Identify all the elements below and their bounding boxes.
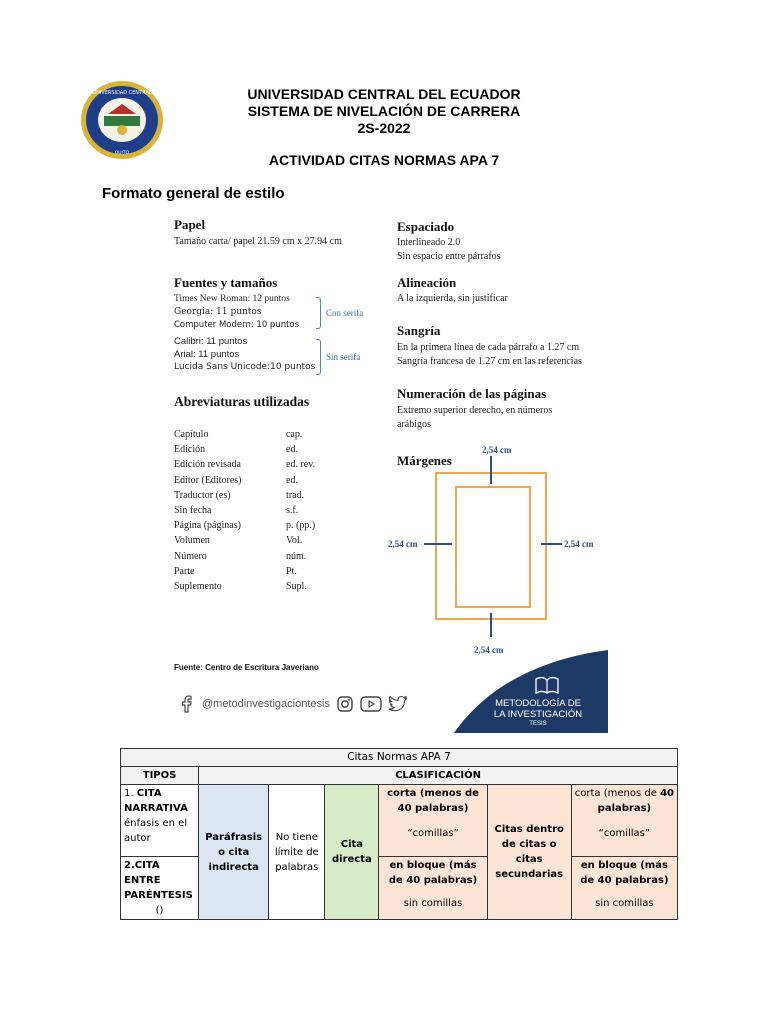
margin-right-label: 2,54 cm — [564, 539, 594, 549]
parafrasis-cell: Paráfrasis o cita indirecta — [199, 785, 269, 920]
header-program: SISTEMA DE NIVELACIÓN DE CARRERA — [247, 103, 521, 119]
sin-limite-cell: No tiene límite de palabras — [269, 785, 325, 920]
numeracion-title: Numeración de las páginas — [397, 386, 547, 401]
font-item: Arial: 11 puntos — [174, 349, 240, 360]
book-icon — [534, 675, 560, 695]
facebook-icon — [178, 695, 196, 713]
serif-label: Con serifa — [326, 308, 364, 318]
bloque-b-text: en bloque (más de 40 palabras) — [580, 860, 669, 886]
abbreviation-term: Capítulo — [174, 429, 209, 440]
tipos-header: TIPOS — [121, 767, 199, 785]
abbreviation-row — [174, 518, 316, 533]
abbreviation-short: Vol. — [286, 535, 303, 547]
font-item: Georgia: 11 puntos — [174, 307, 262, 317]
brand-line1: METODOLOGÍA DE — [495, 698, 581, 709]
cita-corta-b-cell — [571, 785, 677, 857]
bloque-a-text: en bloque (más de 40 palabras) — [388, 860, 478, 886]
cita-corta-a-cell — [379, 785, 487, 857]
corta-b-bold: 40 palabras) — [597, 788, 674, 814]
comillas-a-text: “comillas” — [407, 828, 459, 839]
abbreviation-row — [174, 427, 303, 442]
corta-a-text: corta (menos de 40 palabras) — [387, 788, 479, 814]
activity-title: ACTIVIDAD CITAS NORMAS APA 7 — [268, 152, 500, 168]
espaciado-title: Espaciado — [397, 219, 455, 234]
clasificacion-header: CLASIFICACIÓN — [199, 767, 678, 785]
sin-comillas-b-text: sin comillas — [595, 898, 654, 909]
sangria-line1: En la primera línea de cada párrafo a 1.27 cm — [397, 342, 580, 353]
espaciado-line1: Interlineado 2.0 — [397, 237, 461, 248]
cita-directa-cell: Cita directa — [325, 785, 379, 920]
tipo-narrativa-cell — [121, 785, 199, 857]
abbreviation-row — [174, 564, 297, 579]
apa-style-infographic — [164, 203, 608, 733]
abbreviation-short: Pt. — [286, 565, 297, 577]
sangria-line2: Sangría francesa de 1.27 cm en las referencias — [397, 356, 582, 367]
header-university: UNIVERSIDAD CENTRAL DEL ECUADOR — [247, 86, 521, 102]
tipo2-label: 2.CITA ENTRE PARÉNTESIS — [124, 860, 193, 901]
sans-brace — [316, 339, 321, 375]
table-title: Citas Normas APA 7 — [121, 749, 678, 767]
abbreviation-term: Volumen — [174, 535, 210, 547]
abbreviation-row — [174, 473, 298, 488]
tipo2-text: () — [155, 905, 164, 916]
abbreviation-row — [174, 549, 307, 564]
abbreviation-row — [174, 579, 307, 594]
margin-top-label: 2,54 cm — [482, 445, 512, 455]
svg-text:QUITO: QUITO — [114, 151, 130, 156]
instagram-icon — [336, 695, 354, 713]
abbreviation-row — [174, 488, 305, 503]
font-item: Calibri: 11 puntos — [174, 336, 248, 347]
papel-text: Tamaño carta/ papel 21.59 cm x 27.94 cm — [174, 236, 342, 247]
font-item: Computer Modern: 10 puntos — [174, 320, 300, 330]
abbreviation-short: trad. — [286, 489, 305, 501]
social-bar — [178, 695, 408, 713]
serif-brace — [316, 297, 321, 329]
espaciado-line2: Sin espacio entre párrafos — [397, 251, 501, 262]
abbreviation-term: Edición — [174, 444, 206, 456]
citas-apa-table — [120, 748, 678, 920]
abbreviation-short: ed. — [286, 444, 298, 456]
source-note: Fuente: Centro de Escritura Javeriano — [174, 663, 319, 672]
svg-text:UNIVERSIDAD CENTRAL: UNIVERSIDAD CENTRAL — [92, 90, 152, 96]
abbreviation-term: Traductor (es) — [174, 489, 231, 501]
tipo-parentesis-cell — [121, 857, 199, 920]
sin-comillas-a-text: sin comillas — [403, 898, 463, 909]
abbreviation-short: s.f. — [286, 505, 299, 516]
cita-bloque-a-cell — [379, 857, 487, 920]
abbreviation-term: Parte — [174, 565, 195, 577]
abbreviation-short: p. (pp.) — [286, 520, 316, 532]
cita-bloque-b-cell — [571, 857, 677, 920]
numeracion-line1: Extremo superior derecho, en números — [397, 405, 553, 416]
tipo1-number: 1. — [124, 788, 137, 799]
abbreviation-short: cap. — [286, 429, 303, 440]
numeracion-line2: arábigos — [397, 419, 431, 430]
abreviaturas-title: Abreviaturas utilizadas — [174, 394, 310, 409]
social-handle: @metodinvestigaciontesis — [202, 698, 330, 710]
alineacion-title: Alineación — [397, 275, 457, 290]
tipo1-label: CITA NARRATIVA — [124, 788, 188, 814]
abbreviation-short: Supl. — [286, 581, 307, 592]
abbreviation-term: Editor (Editores) — [174, 474, 242, 486]
abbreviation-row — [174, 533, 303, 548]
abbreviation-term: Número — [174, 550, 207, 562]
twitter-icon — [388, 695, 408, 713]
abbreviation-term: Suplemento — [174, 581, 222, 592]
tipo1-text: énfasis en el autor — [124, 818, 188, 844]
sangria-title: Sangría — [397, 323, 441, 338]
comillas-b-text: “comillas” — [598, 828, 651, 839]
abbreviation-term: Sin fecha — [174, 505, 212, 516]
brand-line3: TESIS — [529, 721, 547, 727]
abbreviation-short: ed. rev. — [286, 459, 316, 471]
abbreviation-term: Edición revisada — [174, 459, 241, 471]
corta-b-text: corta (menos de — [574, 788, 661, 799]
abbreviation-short: núm. — [286, 550, 307, 562]
section-title: Formato general de estilo — [102, 185, 285, 202]
alineacion-text: A la izquierda, sin justificar — [397, 293, 508, 304]
university-seal-icon — [80, 80, 164, 160]
document-header — [200, 86, 568, 137]
abbreviation-short: ed. — [286, 474, 298, 486]
margin-bottom-label: 2,54 cm — [474, 645, 504, 655]
abbreviation-term: Página (páginas) — [174, 520, 241, 532]
fuentes-title: Fuentes y tamaños — [174, 275, 278, 290]
abbreviation-row — [174, 503, 299, 518]
margin-left-label: 2,54 cm — [388, 539, 418, 549]
brand-line2: LA INVESTIGACIÓN — [493, 709, 583, 720]
citas-secundarias-cell: Citas dentro de citas o citas secundarias — [487, 785, 571, 920]
abbreviation-row — [174, 442, 298, 457]
margenes-title: Márgenes — [397, 453, 452, 468]
papel-title: Papel — [174, 217, 206, 232]
youtube-icon — [360, 695, 382, 713]
font-item: Times New Roman: 12 puntos — [174, 294, 290, 304]
abbreviation-row — [174, 457, 316, 472]
sans-label: Sin serifa — [326, 352, 361, 362]
header-period: 2S-2022 — [357, 120, 411, 136]
font-item: Lucida Sans Unicode:10 puntos — [174, 362, 316, 372]
